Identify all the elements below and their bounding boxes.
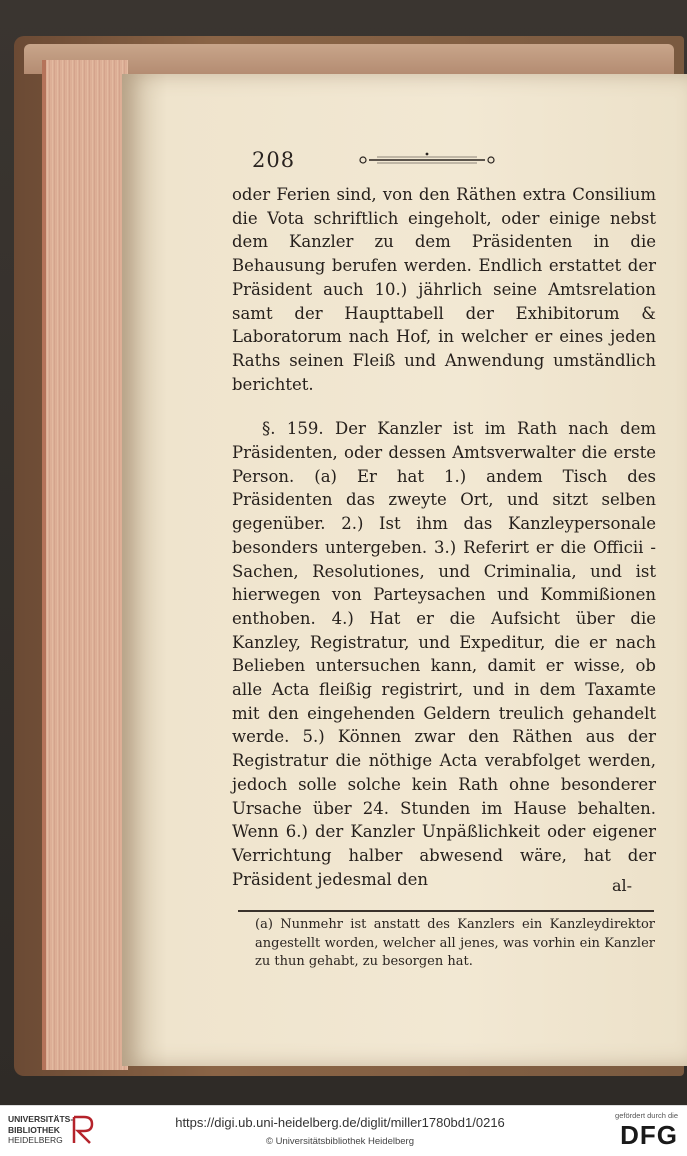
dfg-logo[interactable]: DFG (620, 1120, 678, 1150)
library-name-line3: HEIDELBERG (8, 1135, 63, 1145)
page-edges (42, 60, 128, 1070)
catchword: al- (612, 876, 633, 895)
page-body (232, 183, 656, 891)
footnote-rule (238, 910, 654, 912)
header-ornament-icon (357, 152, 497, 168)
page-number: 208 (252, 148, 296, 172)
viewer-footer (0, 1105, 687, 1156)
library-name-line1: UNIVERSITÄTS- (8, 1114, 74, 1124)
funded-by-label: gefördert durch die (615, 1111, 678, 1120)
page-header (252, 146, 512, 174)
paragraph-2: §. 159. Der Kanzler ist im Rath nach dem Präsidenten, oder dessen Amtsverwalter die erste Person. (a) Er hat 1.) andem Tisch des Präsidenten das zweyte Ort, und sitzt selben gegenüber. 2.) Ist ihm das Kanzleypersonale besonders untergeben. 3.) Referirt er die Officii - Sachen, Resolutiones, und Criminalia, und ist hierwegen von Parteysachen und Kommißionen enthoben. 4.) Hat er die Aufsicht über die Kanzley, Registratur, und Expeditur, die er nach Belieben untersuchen kann, damit er wisse, ob alle Acta fleißig registrirt, und in dem Taxamte mit den eingehenden Geldern treulich gehandelt werde. 5.) Können zwar den Räthen aus der Registratur die nöthige Acta verabfolget werden, jedoch solle solche kein Rath ohne besonderer Ursache über 24. Stunden im Hause behalten. Wenn 6.) der Kanzler Unpäßlichkeit oder eigener Verrichtung halber abwesend wäre, hat der Präsident jedesmal den (232, 419, 656, 889)
permalink-url[interactable]: https://digi.ub.uni-heidelberg.de/diglit/miller1780bd1/0216 (175, 1115, 505, 1130)
copyright-notice: © Universitätsbibliothek Heidelberg (266, 1136, 414, 1147)
paragraph-1: oder Ferien sind, von den Räthen extra Consilium die Vota schriftlich eingeholt, oder einige nebst dem Kanzler zu dem Präsidenten in die Behausung berufen werden. Endlich erstattet der Präsident auch 10.) jährlich seine Amtsrelation samt der Haupttabell der Exhibitorum & Laboratorum nach Hof, in welcher er eines jeden Raths seinen Fleiß und Anwendung umständlich berichtet. (232, 185, 656, 394)
footnote: (a) Nunmehr ist anstatt des Kanzlers ein Kanzleydirektor angestellt worden, welcher all jenes, was vorhin ein Kanzler zu thun gehabt, zu besorgen hat. (255, 917, 655, 969)
library-name-line2: BIBLIOTHEK (8, 1124, 60, 1135)
library-mark-icon (70, 1113, 96, 1147)
